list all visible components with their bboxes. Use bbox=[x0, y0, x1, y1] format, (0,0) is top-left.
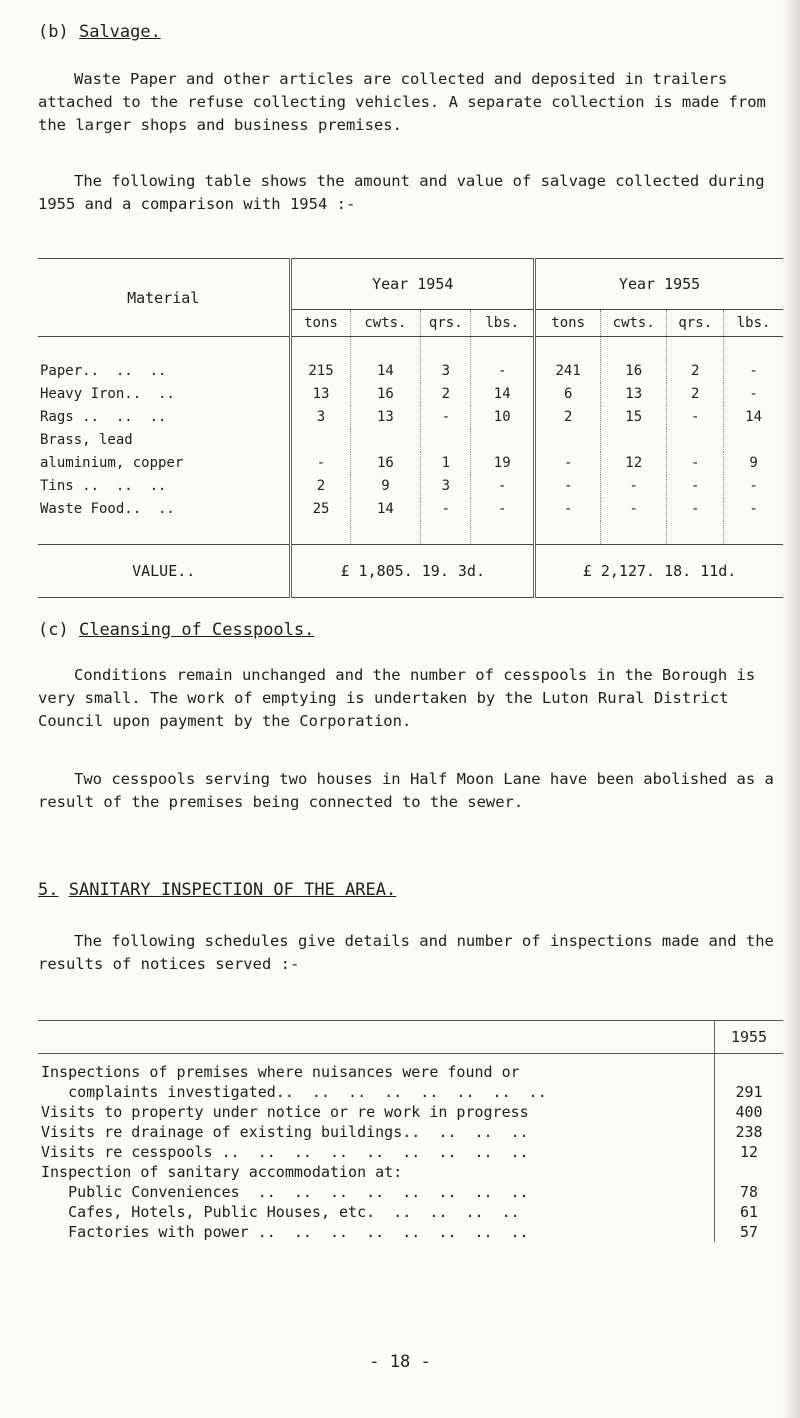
material-name: Waste Food.. .. bbox=[40, 501, 175, 517]
cell-1955-qrs: - bbox=[667, 452, 724, 475]
value-row bbox=[38, 545, 783, 598]
inspection-table bbox=[38, 1020, 783, 1242]
cell-1954-cwts: 13 bbox=[350, 406, 421, 429]
inspection-count: 238 bbox=[715, 1122, 784, 1142]
cell-1955-cwts: 16 bbox=[601, 360, 667, 383]
table-row bbox=[38, 406, 783, 429]
cell-1955-qrs: - bbox=[667, 475, 724, 498]
inspection-count bbox=[715, 1054, 784, 1083]
cell-1955-cwts: 12 bbox=[601, 452, 667, 475]
cell-1954-lbs: 14 bbox=[471, 383, 535, 406]
unit-tons-1954: tons bbox=[291, 310, 350, 337]
inspection-heading-number: 5. bbox=[38, 880, 59, 900]
cell-1954-qrs: 3 bbox=[421, 475, 471, 498]
cell-1954-lbs: - bbox=[471, 498, 535, 521]
material-name: Rags .. .. .. bbox=[40, 409, 167, 425]
table-spacer-row bbox=[38, 521, 783, 545]
unit-cwts-1955: cwts. bbox=[601, 310, 667, 337]
cell-1955-lbs: - bbox=[724, 360, 783, 383]
cell-1955-tons: - bbox=[535, 498, 601, 521]
table-row bbox=[38, 1142, 783, 1162]
page-edge-shadow bbox=[782, 0, 800, 1418]
cell-1955-tons: 2 bbox=[535, 406, 601, 429]
cell-1954-qrs: 2 bbox=[421, 383, 471, 406]
inspection-label: Visits to property under notice or re work in progress bbox=[41, 1103, 529, 1121]
inspection-label: Visits re cesspools .. .. .. .. .. .. .. .. .. bbox=[41, 1143, 529, 1161]
table-row bbox=[38, 1162, 783, 1182]
cell-1954-tons: 215 bbox=[291, 360, 350, 383]
cesspools-heading-number: (c) bbox=[38, 620, 69, 640]
cell-1955-cwts bbox=[601, 429, 667, 452]
inspection-count: 78 bbox=[715, 1182, 784, 1202]
inspection-label: Inspection of sanitary accommodation at: bbox=[41, 1163, 403, 1181]
inspection-year-row bbox=[38, 1021, 783, 1054]
material-column-header: Material bbox=[38, 259, 291, 337]
inspection-count: 12 bbox=[715, 1142, 784, 1162]
inspection-label: Visits re drainage of existing buildings.. .. .. .. bbox=[41, 1123, 529, 1141]
inspection-heading-title: SANITARY INSPECTION OF THE AREA. bbox=[68, 880, 397, 900]
table-row bbox=[38, 1102, 783, 1122]
cell-1954-qrs: 3 bbox=[421, 360, 471, 383]
table-row bbox=[38, 1182, 783, 1202]
cell-1955-qrs: - bbox=[667, 498, 724, 521]
inspection-year-header: 1955 bbox=[715, 1021, 784, 1054]
cell-1954-cwts: 9 bbox=[350, 475, 421, 498]
cell-1954-lbs: - bbox=[471, 360, 535, 383]
cell-1955-tons bbox=[535, 429, 601, 452]
table-row bbox=[38, 1222, 783, 1242]
cell-1954-cwts: 16 bbox=[350, 383, 421, 406]
table-row bbox=[38, 1054, 783, 1083]
table-row bbox=[38, 1122, 783, 1142]
cesspools-heading bbox=[38, 620, 314, 640]
cell-1955-lbs: - bbox=[724, 383, 783, 406]
cell-1954-qrs bbox=[421, 429, 471, 452]
salvage-paragraph-2: The following table shows the amount and value of salvage collected during 1955 and a comparison with 1954 :- bbox=[38, 172, 765, 213]
table-row bbox=[38, 452, 783, 475]
cell-1954-qrs: - bbox=[421, 406, 471, 429]
cell-1954-lbs: - bbox=[471, 475, 535, 498]
inspection-count bbox=[715, 1162, 784, 1182]
cell-1954-cwts: 14 bbox=[350, 498, 421, 521]
salvage-heading-title: Salvage. bbox=[78, 22, 161, 42]
table-row bbox=[38, 475, 783, 498]
table-row bbox=[38, 429, 783, 452]
year-1954-header: Year 1954 bbox=[291, 259, 535, 310]
inspection-count: 400 bbox=[715, 1102, 784, 1122]
table-row bbox=[38, 1082, 783, 1102]
cell-1955-tons: 6 bbox=[535, 383, 601, 406]
cell-1954-tons: 2 bbox=[291, 475, 350, 498]
cesspools-paragraph-1: Conditions remain unchanged and the number of cesspools in the Borough is very small. The work of emptying is undertaken by the Luton Rural District Council upon payment by the Corporation. bbox=[38, 666, 756, 730]
cell-1954-tons bbox=[291, 429, 350, 452]
material-name: Tins .. .. .. bbox=[40, 478, 167, 494]
table-row bbox=[38, 1202, 783, 1222]
page-number: - 18 - bbox=[369, 1352, 431, 1372]
material-name: Heavy Iron.. .. bbox=[40, 386, 175, 402]
cell-1954-tons: 3 bbox=[291, 406, 350, 429]
cell-1955-cwts: - bbox=[601, 498, 667, 521]
inspection-label: Public Conveniences .. .. .. .. .. .. .. .. bbox=[41, 1183, 529, 1201]
cell-1954-lbs: 10 bbox=[471, 406, 535, 429]
cell-1955-qrs: 2 bbox=[667, 360, 724, 383]
salvage-table-year-row bbox=[38, 259, 783, 310]
inspection-label: Inspections of premises where nuisances were found or bbox=[41, 1063, 520, 1081]
unit-qrs-1954: qrs. bbox=[421, 310, 471, 337]
cell-1954-tons: - bbox=[291, 452, 350, 475]
cell-1955-qrs: - bbox=[667, 406, 724, 429]
cell-1954-qrs: 1 bbox=[421, 452, 471, 475]
cell-1955-cwts: 13 bbox=[601, 383, 667, 406]
cell-1954-cwts: 16 bbox=[350, 452, 421, 475]
cell-1955-lbs bbox=[724, 429, 783, 452]
value-1955: £ 2,127. 18. 11d. bbox=[535, 545, 783, 598]
salvage-paragraph-1: Waste Paper and other articles are collected and deposited in trailers attached to the refuse collecting vehicles. A separate collection is made from the larger shops and business premises. bbox=[38, 70, 766, 134]
cell-1955-qrs bbox=[667, 429, 724, 452]
inspection-label: Factories with power .. .. .. .. .. .. .. .. bbox=[41, 1223, 529, 1241]
inspection-label: Cafes, Hotels, Public Houses, etc. .. .. .. .. bbox=[41, 1203, 520, 1221]
value-label: VALUE.. bbox=[38, 545, 291, 598]
material-name: Brass, lead bbox=[40, 432, 133, 448]
inspection-label: complaints investigated.. .. .. .. .. .. .. .. bbox=[41, 1083, 547, 1101]
salvage-heading-number: (b) bbox=[38, 22, 69, 42]
inspection-paragraph-1: The following schedules give details and number of inspections made and the results of notices served :- bbox=[38, 932, 774, 973]
cell-1954-tons: 13 bbox=[291, 383, 350, 406]
cell-1954-lbs: 19 bbox=[471, 452, 535, 475]
cell-1954-tons: 25 bbox=[291, 498, 350, 521]
cell-1955-lbs: - bbox=[724, 475, 783, 498]
table-row bbox=[38, 498, 783, 521]
cesspools-heading-title: Cleansing of Cesspools. bbox=[78, 620, 315, 640]
cell-1955-lbs: - bbox=[724, 498, 783, 521]
inspection-count: 61 bbox=[715, 1202, 784, 1222]
cell-1955-tons: 241 bbox=[535, 360, 601, 383]
cell-1955-cwts: - bbox=[601, 475, 667, 498]
table-row bbox=[38, 383, 783, 406]
table-row bbox=[38, 360, 783, 383]
salvage-table bbox=[38, 258, 783, 598]
cell-1955-qrs: 2 bbox=[667, 383, 724, 406]
salvage-heading bbox=[38, 22, 161, 42]
cell-1954-cwts: 14 bbox=[350, 360, 421, 383]
cell-1954-lbs bbox=[471, 429, 535, 452]
cesspools-paragraph-2: Two cesspools serving two houses in Half Moon Lane have been abolished as a result of the premises being connected to the sewer. bbox=[38, 770, 774, 811]
year-1955-header: Year 1955 bbox=[535, 259, 783, 310]
table-spacer-row bbox=[38, 337, 783, 361]
unit-cwts-1954: cwts. bbox=[350, 310, 421, 337]
cell-1955-lbs: 9 bbox=[724, 452, 783, 475]
material-name: Paper.. .. .. bbox=[40, 363, 167, 379]
unit-lbs-1954: lbs. bbox=[471, 310, 535, 337]
material-name: aluminium, copper bbox=[40, 455, 184, 471]
cell-1955-lbs: 14 bbox=[724, 406, 783, 429]
cell-1955-tons: - bbox=[535, 452, 601, 475]
cell-1955-cwts: 15 bbox=[601, 406, 667, 429]
unit-tons-1955: tons bbox=[535, 310, 601, 337]
cell-1955-tons: - bbox=[535, 475, 601, 498]
value-1954: £ 1,805. 19. 3d. bbox=[291, 545, 535, 598]
unit-qrs-1955: qrs. bbox=[667, 310, 724, 337]
inspection-heading bbox=[38, 880, 396, 900]
unit-lbs-1955: lbs. bbox=[724, 310, 783, 337]
inspection-count: 291 bbox=[715, 1082, 784, 1102]
cell-1954-cwts bbox=[350, 429, 421, 452]
inspection-count: 57 bbox=[715, 1222, 784, 1242]
cell-1954-qrs: - bbox=[421, 498, 471, 521]
